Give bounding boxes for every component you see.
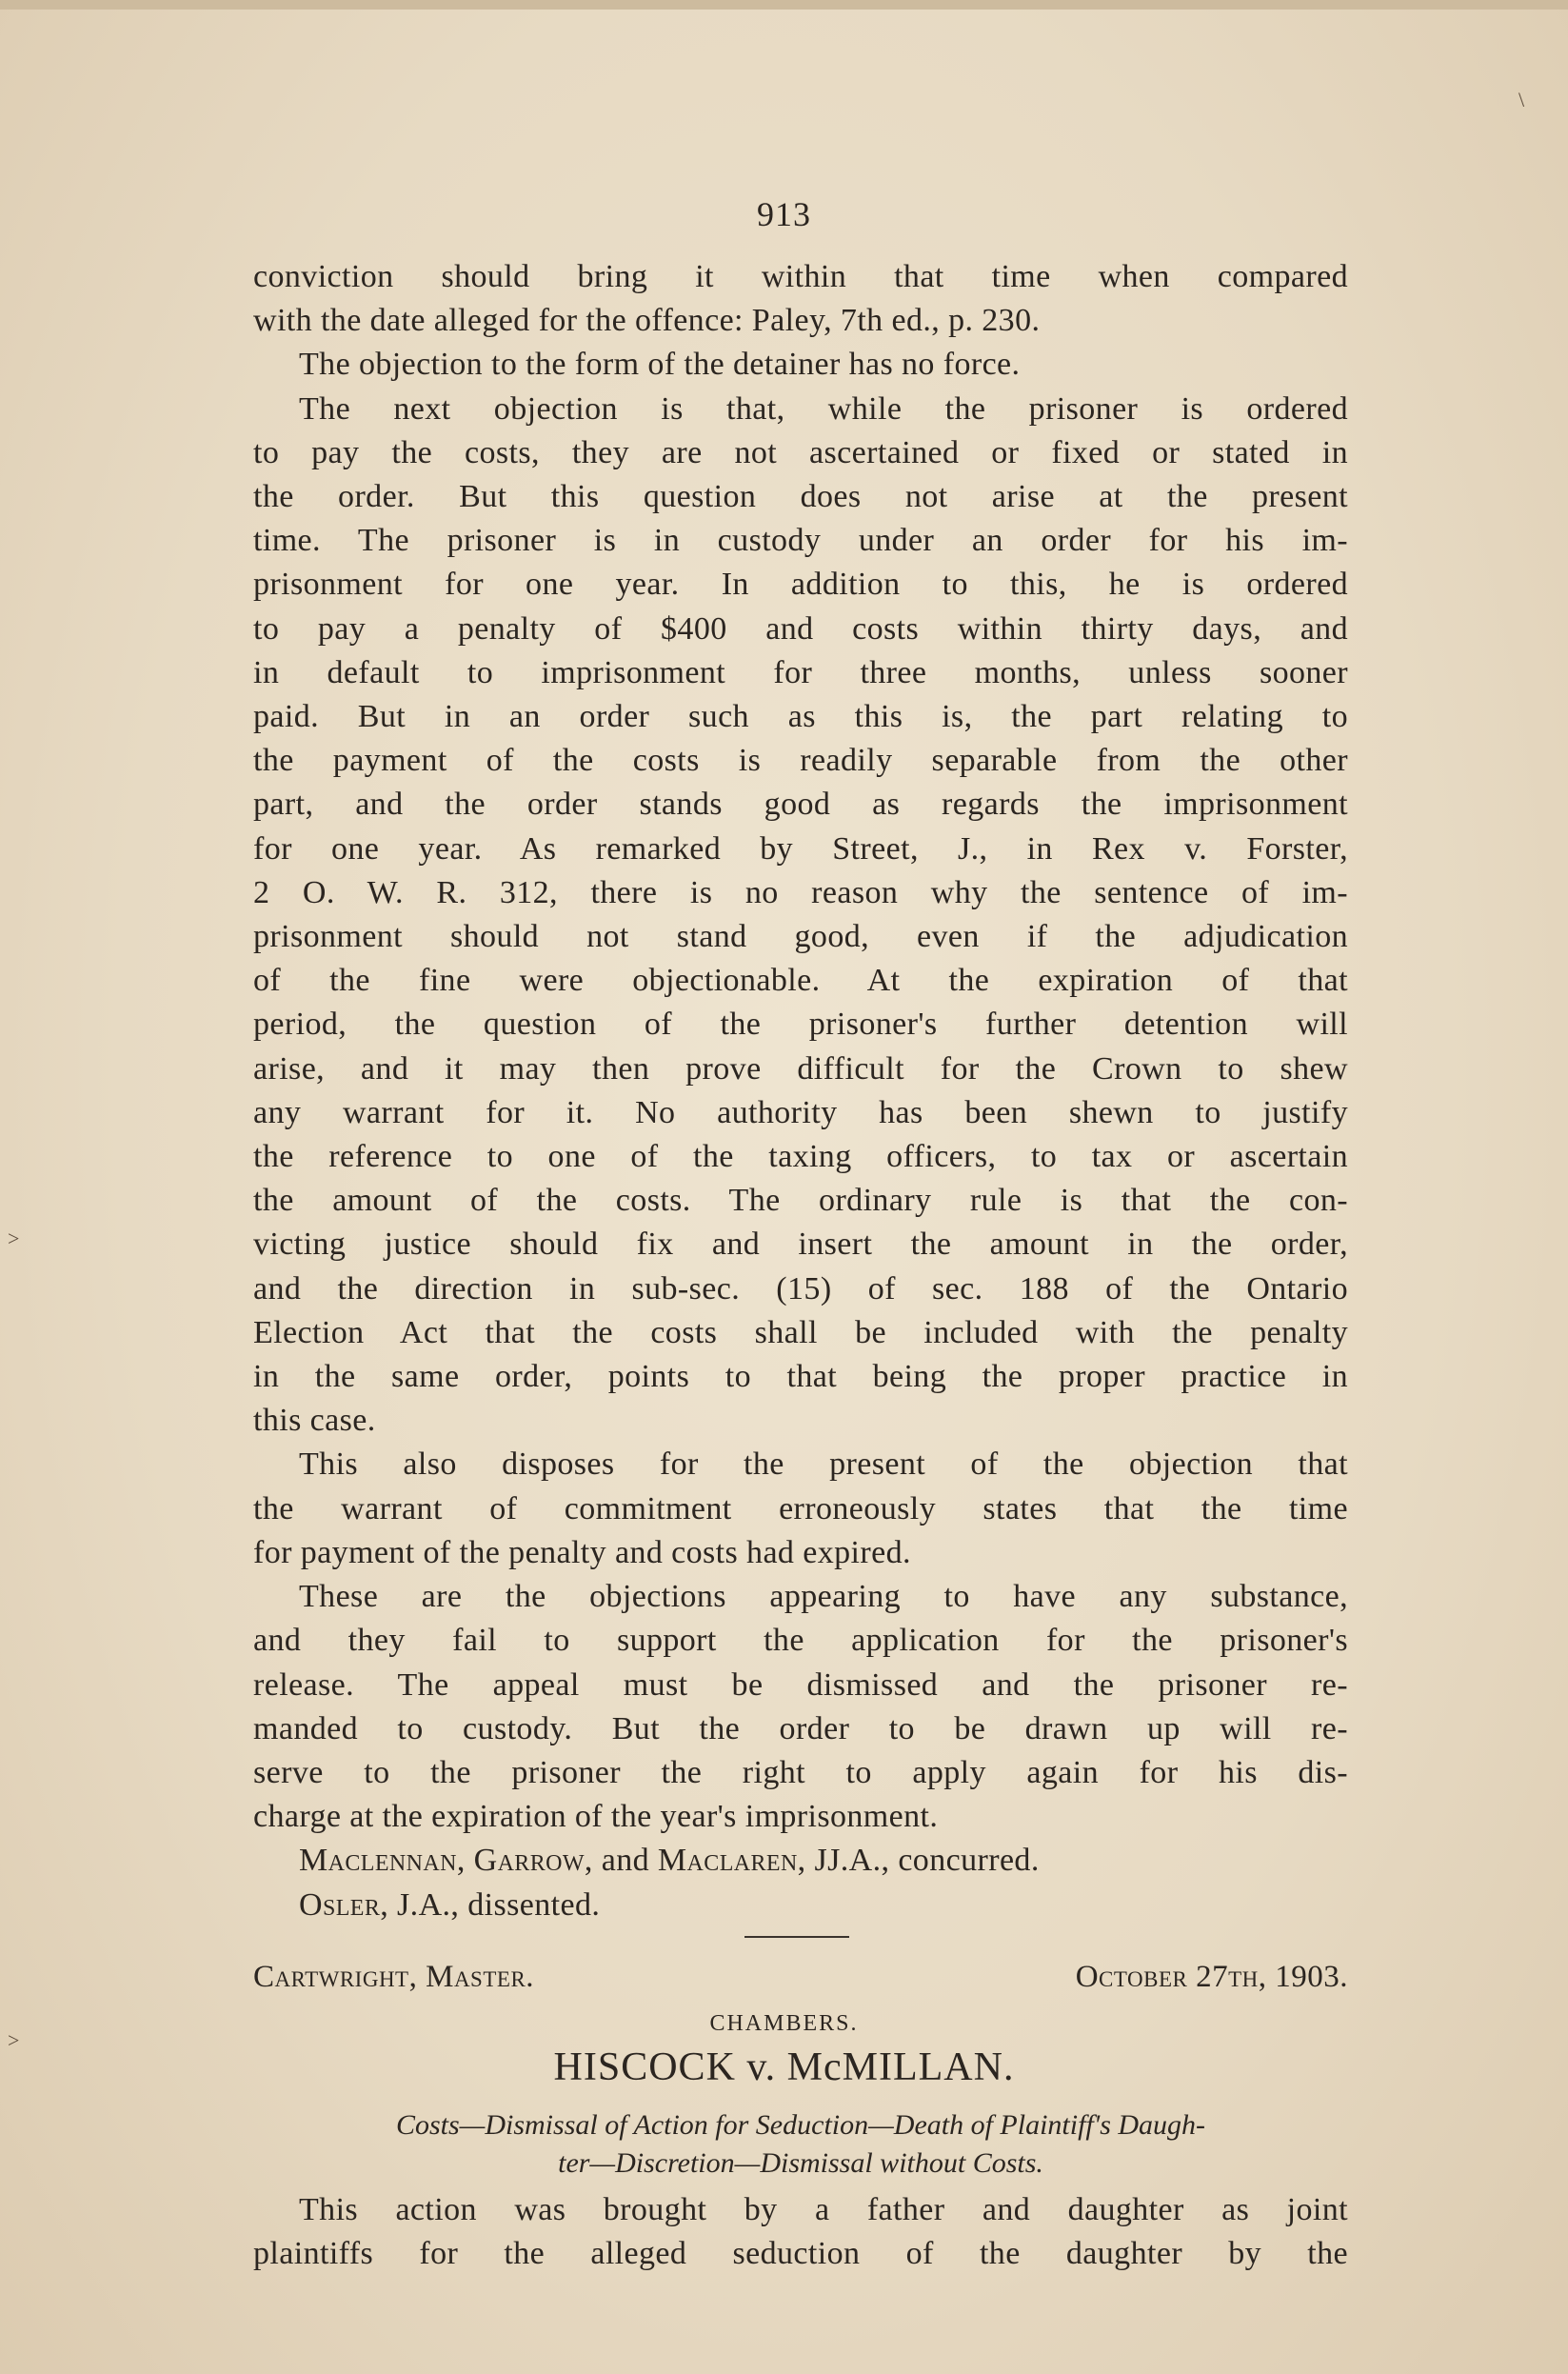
headnote-line: ter—Discretion—Dismissal without Costs. [558, 2147, 1043, 2179]
concurrence-line [253, 1839, 1348, 1883]
text-line: to pay the costs, they are not ascertained or fixed or stated in [253, 434, 1348, 470]
case-headnote [253, 2106, 1348, 2183]
section-divider [744, 1936, 849, 1938]
text-line: for one year. As remarked by Street, J., in Rex v. Forster, [253, 830, 1348, 867]
text-line: paid. But in an order such as this is, the part relating to [253, 699, 1348, 735]
text-line: serve to the prisoner the right to apply again for his dis- [253, 1754, 1348, 1790]
margin-mark: \ [1518, 88, 1525, 111]
case-heading-row [253, 1960, 1348, 1995]
text-line: the amount of the costs. The ordinary rule is that the con- [253, 1183, 1348, 1219]
court-label: CHAMBERS. [709, 2011, 859, 2036]
text-line: any warrant for it. No authority has been shewn to justify [253, 1094, 1348, 1130]
judge-dissenting: Osler, [299, 1886, 389, 1923]
dissent-text: J.A., dissented. [397, 1886, 601, 1923]
concurrence-text: JJ.A., concurred. [814, 1843, 1040, 1879]
dissent-line [253, 1884, 1348, 1927]
text-line: plaintiffs for the alleged seduction of the daughter by the [253, 2236, 1348, 2271]
headnote-line: Costs—Dismissal of Action for Seduction—Death of Plaintiff's Daugh- [395, 2109, 1206, 2141]
text-line: prisonment should not stand good, even if the adjudication [253, 919, 1348, 955]
text-line: conviction should bring it within that time when compared [253, 259, 1348, 294]
margin-mark: > [8, 1227, 20, 1250]
text-line: 2 O. W. R. 312, there is no reason why the sentence of im- [253, 874, 1348, 910]
text-line: the reference to one of the taxing officers, to tax or ascertain [253, 1139, 1348, 1175]
text-line: This also disposes for the present of the objection that [299, 1446, 1348, 1483]
text-line: this case. [253, 1403, 376, 1439]
text-line: for payment of the penalty and costs had expired. [253, 1534, 911, 1570]
text-line: release. The appeal must be dismissed and the prisoner re- [253, 1666, 1348, 1703]
page-number: 913 [757, 195, 811, 233]
case-title: HISCOCK v. McMILLAN. [553, 2045, 1015, 2089]
text-line: arise, and it may then prove difficult for the Crown to shew [253, 1050, 1348, 1087]
paragraph [253, 1575, 1348, 1839]
text-line: and they fail to support the application for the prisoner's [253, 1623, 1348, 1659]
text-line: The objection to the form of the detainer has no force. [299, 347, 1021, 383]
paragraph [253, 255, 1348, 343]
text-line: The next objection is that, while the prisoner is ordered [299, 390, 1348, 427]
text-line: This action was brought by a father and daughter as joint [299, 2192, 1348, 2227]
paragraph [253, 388, 1348, 1444]
text-line: in the same order, points to that being the proper practice in [253, 1359, 1348, 1395]
text-line: the warrant of commitment erroneously states that the time [253, 1490, 1348, 1526]
text-line: in default to imprisonment for three months, unless sooner [253, 654, 1348, 690]
text-line: These are the objections appearing to have any substance, [299, 1579, 1348, 1615]
margin-mark: > [8, 2028, 20, 2052]
case-opening-text [253, 2188, 1348, 2276]
text-line: period, the question of the prisoner's further detention will [253, 1007, 1348, 1043]
page-top-edge [0, 0, 1568, 10]
text-line: Election Act that the costs shall be included with the penalty [253, 1314, 1348, 1350]
text-line: and the direction in sub-sec. (15) of sec. 188 of the Ontario [253, 1270, 1348, 1307]
text-line: part, and the order stands good as regards the imprisonment [253, 787, 1348, 823]
decision-date: October 27th, 1903. [1075, 1960, 1348, 1994]
text-line: charge at the expiration of the year's imprisonment. [253, 1799, 939, 1835]
text-line: with the date alleged for the offence: Paley, 7th ed., p. 230. [253, 303, 1041, 339]
paragraph [253, 343, 1348, 387]
text-line: victing justice should fix and insert the amount in the order, [253, 1227, 1348, 1263]
text-line: manded to custody. But the order to be drawn up will re- [253, 1710, 1348, 1746]
text-line: prisonment for one year. In addition to this, he is ordered [253, 567, 1348, 603]
judgment-text [253, 255, 1348, 1927]
judges-concurring: Maclennan, Garrow, [299, 1843, 593, 1879]
text-line: the order. But this question does not arise at the present [253, 479, 1348, 515]
judge-name: Cartwright, Master. [253, 1960, 535, 1994]
text-line: time. The prisoner is in custody under an order for his im- [253, 523, 1348, 559]
paragraph [253, 1443, 1348, 1575]
judge-concurring: Maclaren, [657, 1843, 806, 1879]
text-line: the payment of the costs is readily separable from the other [253, 743, 1348, 779]
text-line: to pay a penalty of $400 and costs within thirty days, and [253, 610, 1348, 647]
conjunction: and [601, 1843, 650, 1879]
text-line: of the fine were objectionable. At the expiration of that [253, 963, 1348, 999]
